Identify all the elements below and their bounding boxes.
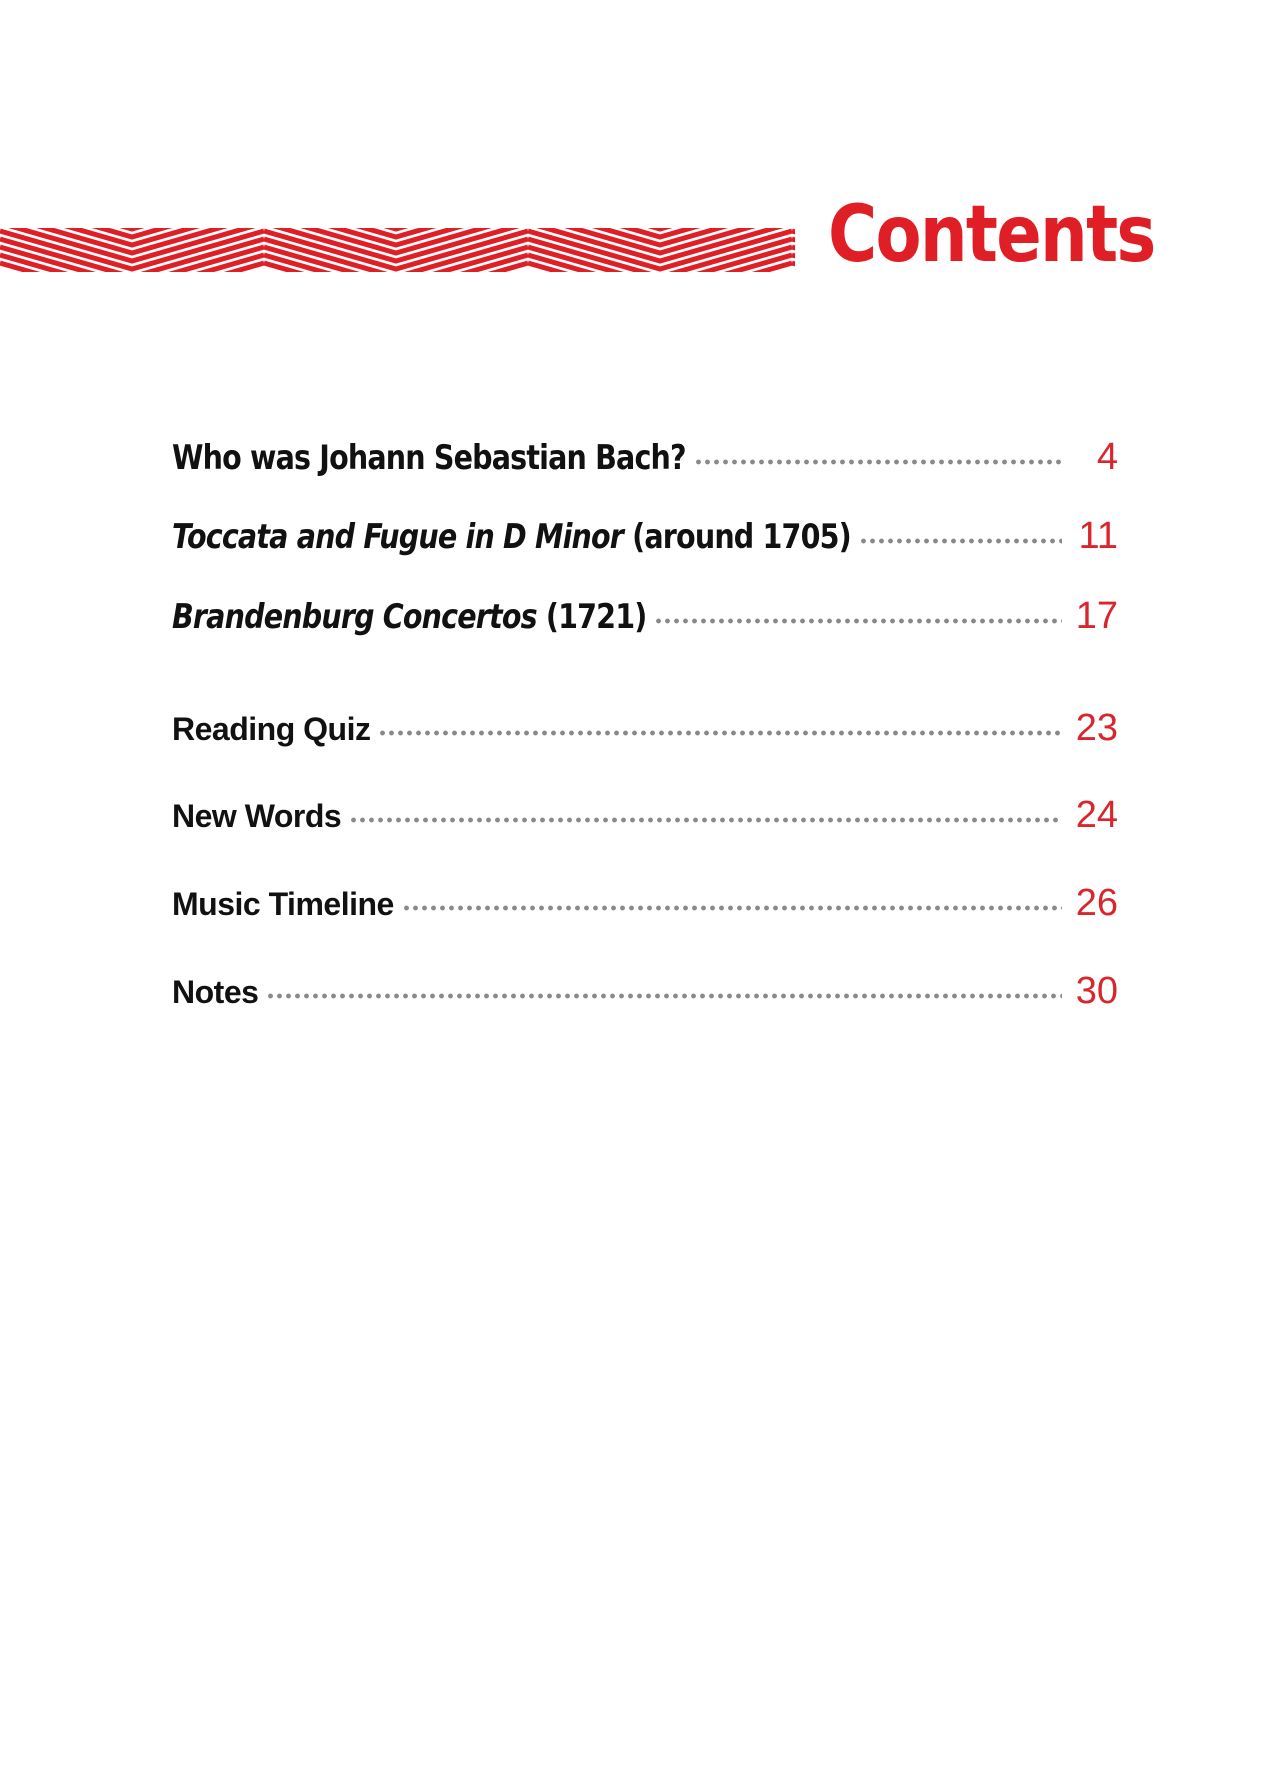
toc-entry-title-part: Toccata and Fugue in D Minor xyxy=(172,517,624,557)
toc-entry-title xyxy=(172,711,370,748)
toc-entry[interactable] xyxy=(172,515,1118,558)
toc-entry-title-part: New Words xyxy=(172,798,342,834)
toc-entry[interactable] xyxy=(172,595,1118,638)
dot-leader xyxy=(378,729,1062,737)
toc-page-number: 4 xyxy=(1096,436,1118,478)
toc-entry-title-part: Notes xyxy=(172,974,259,1010)
toc-page-number: 26 xyxy=(1075,882,1118,924)
toc-entry-title xyxy=(172,517,851,557)
dot-leader xyxy=(654,617,1062,625)
toc-entry[interactable] xyxy=(172,436,1118,479)
toc-entry-title xyxy=(172,886,394,923)
toc-entry-title-part: (1721) xyxy=(536,597,647,637)
toc-page-number: 24 xyxy=(1075,794,1118,836)
toc-entry[interactable] xyxy=(172,970,1118,1013)
toc-page-number: 17 xyxy=(1075,595,1118,637)
toc-entry[interactable] xyxy=(172,882,1118,925)
toc-entry-title xyxy=(172,438,686,478)
toc-page-number: 30 xyxy=(1075,970,1118,1012)
toc-page-number: 11 xyxy=(1078,515,1118,557)
dot-leader xyxy=(859,537,1062,545)
page-title: Contents xyxy=(828,190,1155,280)
toc-entry-title xyxy=(172,798,341,835)
toc-entry-title-part: Reading Quiz xyxy=(172,711,371,747)
toc-entry[interactable] xyxy=(172,707,1118,750)
dot-leader xyxy=(266,992,1062,1000)
toc-entry[interactable] xyxy=(172,794,1118,837)
dot-leader xyxy=(694,458,1062,466)
toc-entry-title xyxy=(172,974,258,1011)
chevron-band-decoration xyxy=(0,228,795,272)
toc-entry-title-part: Who was Johann Sebastian Bach? xyxy=(172,438,686,478)
toc-entry-title-part: Brandenburg Concertos xyxy=(172,597,537,637)
dot-leader xyxy=(402,904,1062,912)
toc-page-number: 23 xyxy=(1075,707,1118,749)
dot-leader xyxy=(349,816,1062,824)
toc-entry-title-part: (around 1705) xyxy=(623,517,851,557)
toc-entry-title xyxy=(172,597,646,637)
toc-entry-title-part: Music Timeline xyxy=(172,886,394,922)
